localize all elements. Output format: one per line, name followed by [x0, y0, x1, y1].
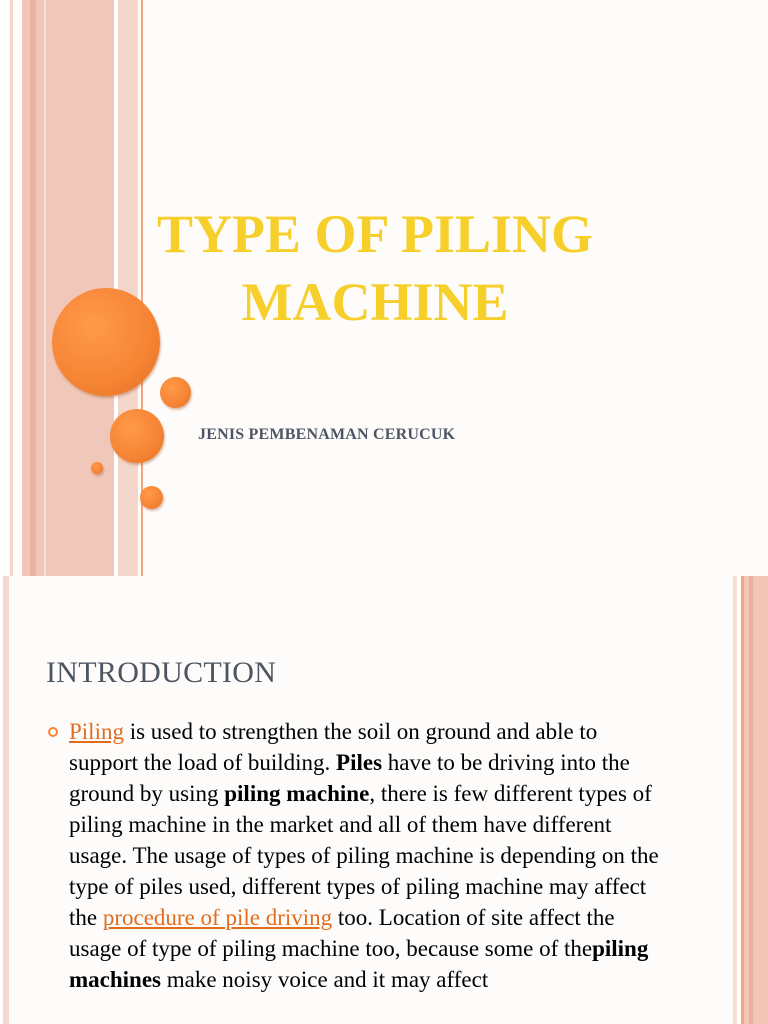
section-heading: INTRODUCTION	[46, 656, 277, 689]
decor-circle-small	[160, 377, 191, 408]
piling-link[interactable]: Piling	[69, 719, 124, 744]
slide-subtitle: JENIS PEMBENAMAN CERUCUK	[198, 426, 456, 443]
body-text: is used to strengthen the soil on ground and able to support the load of building.	[69, 719, 598, 775]
slide-title-line: TYPE OF PILING	[156, 204, 594, 264]
left-margin	[0, 0, 10, 576]
body-bold: piling machine	[224, 781, 370, 806]
procedure-link[interactable]: procedure of pile driving	[102, 905, 333, 930]
body-text: make noisy voice and it may affect	[161, 967, 489, 992]
decor-band	[744, 576, 768, 1024]
decor-stripe	[749, 576, 753, 1024]
body-bold: Piles	[336, 750, 383, 775]
decor-band-light	[118, 0, 138, 576]
body-text: too. Location of site affect the usage of type of piling machine too, because some of the	[69, 905, 615, 961]
decor-stripe	[44, 0, 46, 576]
decor-circle-small	[140, 486, 163, 509]
decor-line	[10, 0, 13, 576]
body-bold: piling machines	[69, 936, 649, 992]
decor-circle-tiny	[91, 462, 103, 474]
intro-paragraph	[69, 716, 669, 995]
decor-circle-medium	[110, 409, 164, 463]
bullet-icon	[48, 727, 58, 737]
body-text: , there is few different types of piling machine in the market and all of them have different usage. The usage of types of piling machine is depending on the type of piles used, different types of piling machine may affect the	[69, 781, 659, 930]
slide-title-line: MACHINE	[241, 272, 509, 332]
decor-stripe	[3, 576, 9, 1024]
decor-stripe	[30, 0, 36, 576]
slide-title	[140, 200, 610, 336]
body-text: have to be driving into the ground by using	[69, 750, 630, 806]
